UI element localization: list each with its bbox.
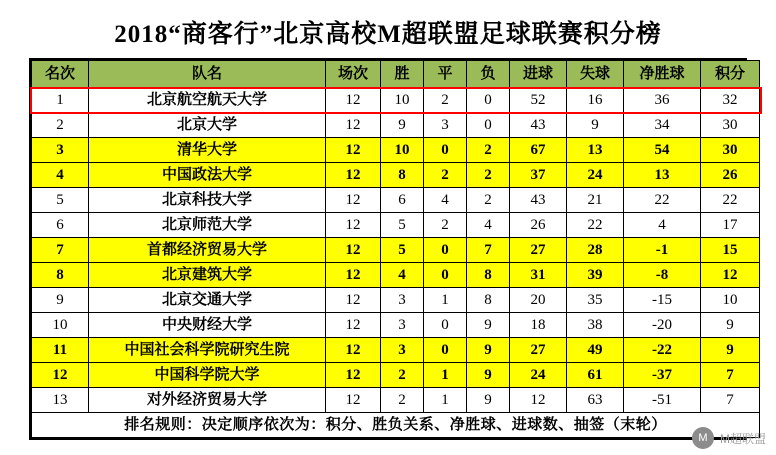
cell-loss: 2 — [467, 163, 510, 188]
cell-team: 首都经济贸易大学 — [89, 238, 326, 263]
cell-goal-diff: 4 — [624, 213, 701, 238]
cell-team: 清华大学 — [89, 138, 326, 163]
cell-points: 30 — [701, 113, 760, 138]
cell-draw: 4 — [424, 188, 467, 213]
cell-goal-diff: -1 — [624, 238, 701, 263]
cell-points: 7 — [701, 363, 760, 388]
col-header-played: 场次 — [326, 61, 381, 88]
cell-goal-diff: -8 — [624, 263, 701, 288]
cell-draw: 0 — [424, 313, 467, 338]
cell-loss: 0 — [467, 113, 510, 138]
cell-draw: 1 — [424, 288, 467, 313]
cell-win: 3 — [381, 288, 424, 313]
cell-draw: 0 — [424, 263, 467, 288]
cell-draw: 0 — [424, 138, 467, 163]
cell-goals-against: 9 — [567, 113, 624, 138]
cell-team: 中国政法大学 — [89, 163, 326, 188]
cell-goals-for: 31 — [510, 263, 567, 288]
cell-goals-for: 27 — [510, 338, 567, 363]
cell-loss: 9 — [467, 313, 510, 338]
cell-loss: 8 — [467, 263, 510, 288]
cell-goals-for: 20 — [510, 288, 567, 313]
col-header-ga: 失球 — [567, 61, 624, 88]
cell-team: 北京交通大学 — [89, 288, 326, 313]
cell-win: 9 — [381, 113, 424, 138]
col-header-team: 队名 — [89, 61, 326, 88]
cell-played: 12 — [326, 263, 381, 288]
cell-rank: 13 — [32, 388, 89, 413]
cell-goals-for: 18 — [510, 313, 567, 338]
cell-rank: 5 — [32, 188, 89, 213]
cell-points: 7 — [701, 388, 760, 413]
cell-team: 中央财经大学 — [89, 313, 326, 338]
cell-rank: 3 — [32, 138, 89, 163]
cell-team: 北京航空航天大学 — [89, 88, 326, 113]
cell-win: 3 — [381, 313, 424, 338]
cell-loss: 9 — [467, 363, 510, 388]
cell-draw: 2 — [424, 213, 467, 238]
cell-played: 12 — [326, 163, 381, 188]
table-row — [32, 313, 760, 338]
cell-goals-against: 21 — [567, 188, 624, 213]
cell-played: 12 — [326, 313, 381, 338]
cell-points: 22 — [701, 188, 760, 213]
cell-win: 2 — [381, 363, 424, 388]
table-row — [32, 363, 760, 388]
standings-table — [31, 60, 760, 438]
table-row — [32, 263, 760, 288]
cell-points: 32 — [701, 88, 760, 113]
cell-goals-for: 67 — [510, 138, 567, 163]
table-row — [32, 213, 760, 238]
cell-rank: 9 — [32, 288, 89, 313]
cell-goal-diff: -20 — [624, 313, 701, 338]
cell-goals-against: 63 — [567, 388, 624, 413]
table-row — [32, 288, 760, 313]
cell-loss: 9 — [467, 388, 510, 413]
cell-draw: 0 — [424, 238, 467, 263]
cell-rank: 10 — [32, 313, 89, 338]
table-body — [32, 88, 760, 413]
cell-draw: 3 — [424, 113, 467, 138]
cell-win: 3 — [381, 338, 424, 363]
cell-goals-for: 27 — [510, 238, 567, 263]
ranking-rules-row — [32, 413, 760, 438]
cell-goals-against: 16 — [567, 88, 624, 113]
cell-rank: 12 — [32, 363, 89, 388]
cell-played: 12 — [326, 288, 381, 313]
cell-goal-diff: -51 — [624, 388, 701, 413]
cell-team: 北京建筑大学 — [89, 263, 326, 288]
cell-goals-against: 39 — [567, 263, 624, 288]
cell-goal-diff: 34 — [624, 113, 701, 138]
cell-played: 12 — [326, 388, 381, 413]
cell-draw: 1 — [424, 363, 467, 388]
cell-points: 9 — [701, 338, 760, 363]
cell-draw: 1 — [424, 388, 467, 413]
cell-goals-against: 28 — [567, 238, 624, 263]
cell-played: 12 — [326, 213, 381, 238]
table-header-row — [32, 61, 760, 88]
cell-goals-for: 43 — [510, 113, 567, 138]
table-row — [32, 138, 760, 163]
cell-goal-diff: 36 — [624, 88, 701, 113]
cell-win: 10 — [381, 138, 424, 163]
cell-loss: 4 — [467, 213, 510, 238]
watermark-logo-icon: M — [692, 427, 714, 449]
cell-goals-for: 24 — [510, 363, 567, 388]
cell-win: 2 — [381, 388, 424, 413]
cell-goals-against: 49 — [567, 338, 624, 363]
table-row — [32, 188, 760, 213]
cell-loss: 2 — [467, 188, 510, 213]
cell-rank: 4 — [32, 163, 89, 188]
cell-goals-for: 37 — [510, 163, 567, 188]
cell-played: 12 — [326, 188, 381, 213]
cell-goal-diff: -22 — [624, 338, 701, 363]
cell-goal-diff: 22 — [624, 188, 701, 213]
cell-win: 4 — [381, 263, 424, 288]
cell-goals-against: 61 — [567, 363, 624, 388]
col-header-gf: 进球 — [510, 61, 567, 88]
cell-points: 17 — [701, 213, 760, 238]
col-header-gd: 净胜球 — [624, 61, 701, 88]
cell-points: 12 — [701, 263, 760, 288]
cell-played: 12 — [326, 138, 381, 163]
cell-loss: 0 — [467, 88, 510, 113]
cell-goals-for: 26 — [510, 213, 567, 238]
table-footer — [32, 413, 760, 438]
cell-loss: 2 — [467, 138, 510, 163]
table-header — [32, 61, 760, 88]
cell-rank: 2 — [32, 113, 89, 138]
table-row — [32, 88, 760, 113]
table-row — [32, 163, 760, 188]
cell-goal-diff: -37 — [624, 363, 701, 388]
col-header-draw: 平 — [424, 61, 467, 88]
cell-rank: 6 — [32, 213, 89, 238]
cell-played: 12 — [326, 88, 381, 113]
cell-goals-against: 22 — [567, 213, 624, 238]
col-header-win: 胜 — [381, 61, 424, 88]
ranking-rules-note: 排名规则：决定顺序依次为：积分、胜负关系、净胜球、进球数、抽签（末轮） — [32, 413, 760, 438]
cell-points: 9 — [701, 313, 760, 338]
cell-points: 10 — [701, 288, 760, 313]
table-row — [32, 388, 760, 413]
cell-rank: 7 — [32, 238, 89, 263]
cell-draw: 2 — [424, 88, 467, 113]
col-header-rank: 名次 — [32, 61, 89, 88]
cell-win: 6 — [381, 188, 424, 213]
cell-points: 30 — [701, 138, 760, 163]
watermark — [692, 427, 766, 449]
cell-goal-diff: 54 — [624, 138, 701, 163]
cell-team: 北京科技大学 — [89, 188, 326, 213]
cell-goals-for: 52 — [510, 88, 567, 113]
cell-loss: 7 — [467, 238, 510, 263]
col-header-points: 积分 — [701, 61, 760, 88]
cell-goals-for: 12 — [510, 388, 567, 413]
cell-points: 15 — [701, 238, 760, 263]
cell-goals-against: 24 — [567, 163, 624, 188]
cell-team: 北京大学 — [89, 113, 326, 138]
cell-loss: 9 — [467, 338, 510, 363]
cell-draw: 2 — [424, 163, 467, 188]
cell-played: 12 — [326, 338, 381, 363]
col-header-loss: 负 — [467, 61, 510, 88]
cell-points: 26 — [701, 163, 760, 188]
cell-goals-against: 35 — [567, 288, 624, 313]
cell-win: 10 — [381, 88, 424, 113]
cell-played: 12 — [326, 113, 381, 138]
cell-team: 中国科学院大学 — [89, 363, 326, 388]
cell-win: 5 — [381, 213, 424, 238]
cell-rank: 8 — [32, 263, 89, 288]
cell-team: 对外经济贸易大学 — [89, 388, 326, 413]
table-row — [32, 338, 760, 363]
cell-goal-diff: -15 — [624, 288, 701, 313]
cell-played: 12 — [326, 238, 381, 263]
cell-win: 8 — [381, 163, 424, 188]
cell-loss: 8 — [467, 288, 510, 313]
cell-team: 北京师范大学 — [89, 213, 326, 238]
watermark-label: M超联盟 — [720, 431, 766, 446]
cell-rank: 11 — [32, 338, 89, 363]
standings-table-container — [29, 58, 747, 440]
table-row — [32, 238, 760, 263]
cell-goals-against: 13 — [567, 138, 624, 163]
page-title: 2018“商客行”北京高校M超联盟足球联赛积分榜 — [114, 21, 662, 48]
cell-team: 中国社会科学院研究生院 — [89, 338, 326, 363]
cell-win: 5 — [381, 238, 424, 263]
cell-goals-for: 43 — [510, 188, 567, 213]
cell-goal-diff: 13 — [624, 163, 701, 188]
cell-rank: 1 — [32, 88, 89, 113]
cell-goals-against: 38 — [567, 313, 624, 338]
table-row — [32, 113, 760, 138]
cell-draw: 0 — [424, 338, 467, 363]
cell-played: 12 — [326, 363, 381, 388]
